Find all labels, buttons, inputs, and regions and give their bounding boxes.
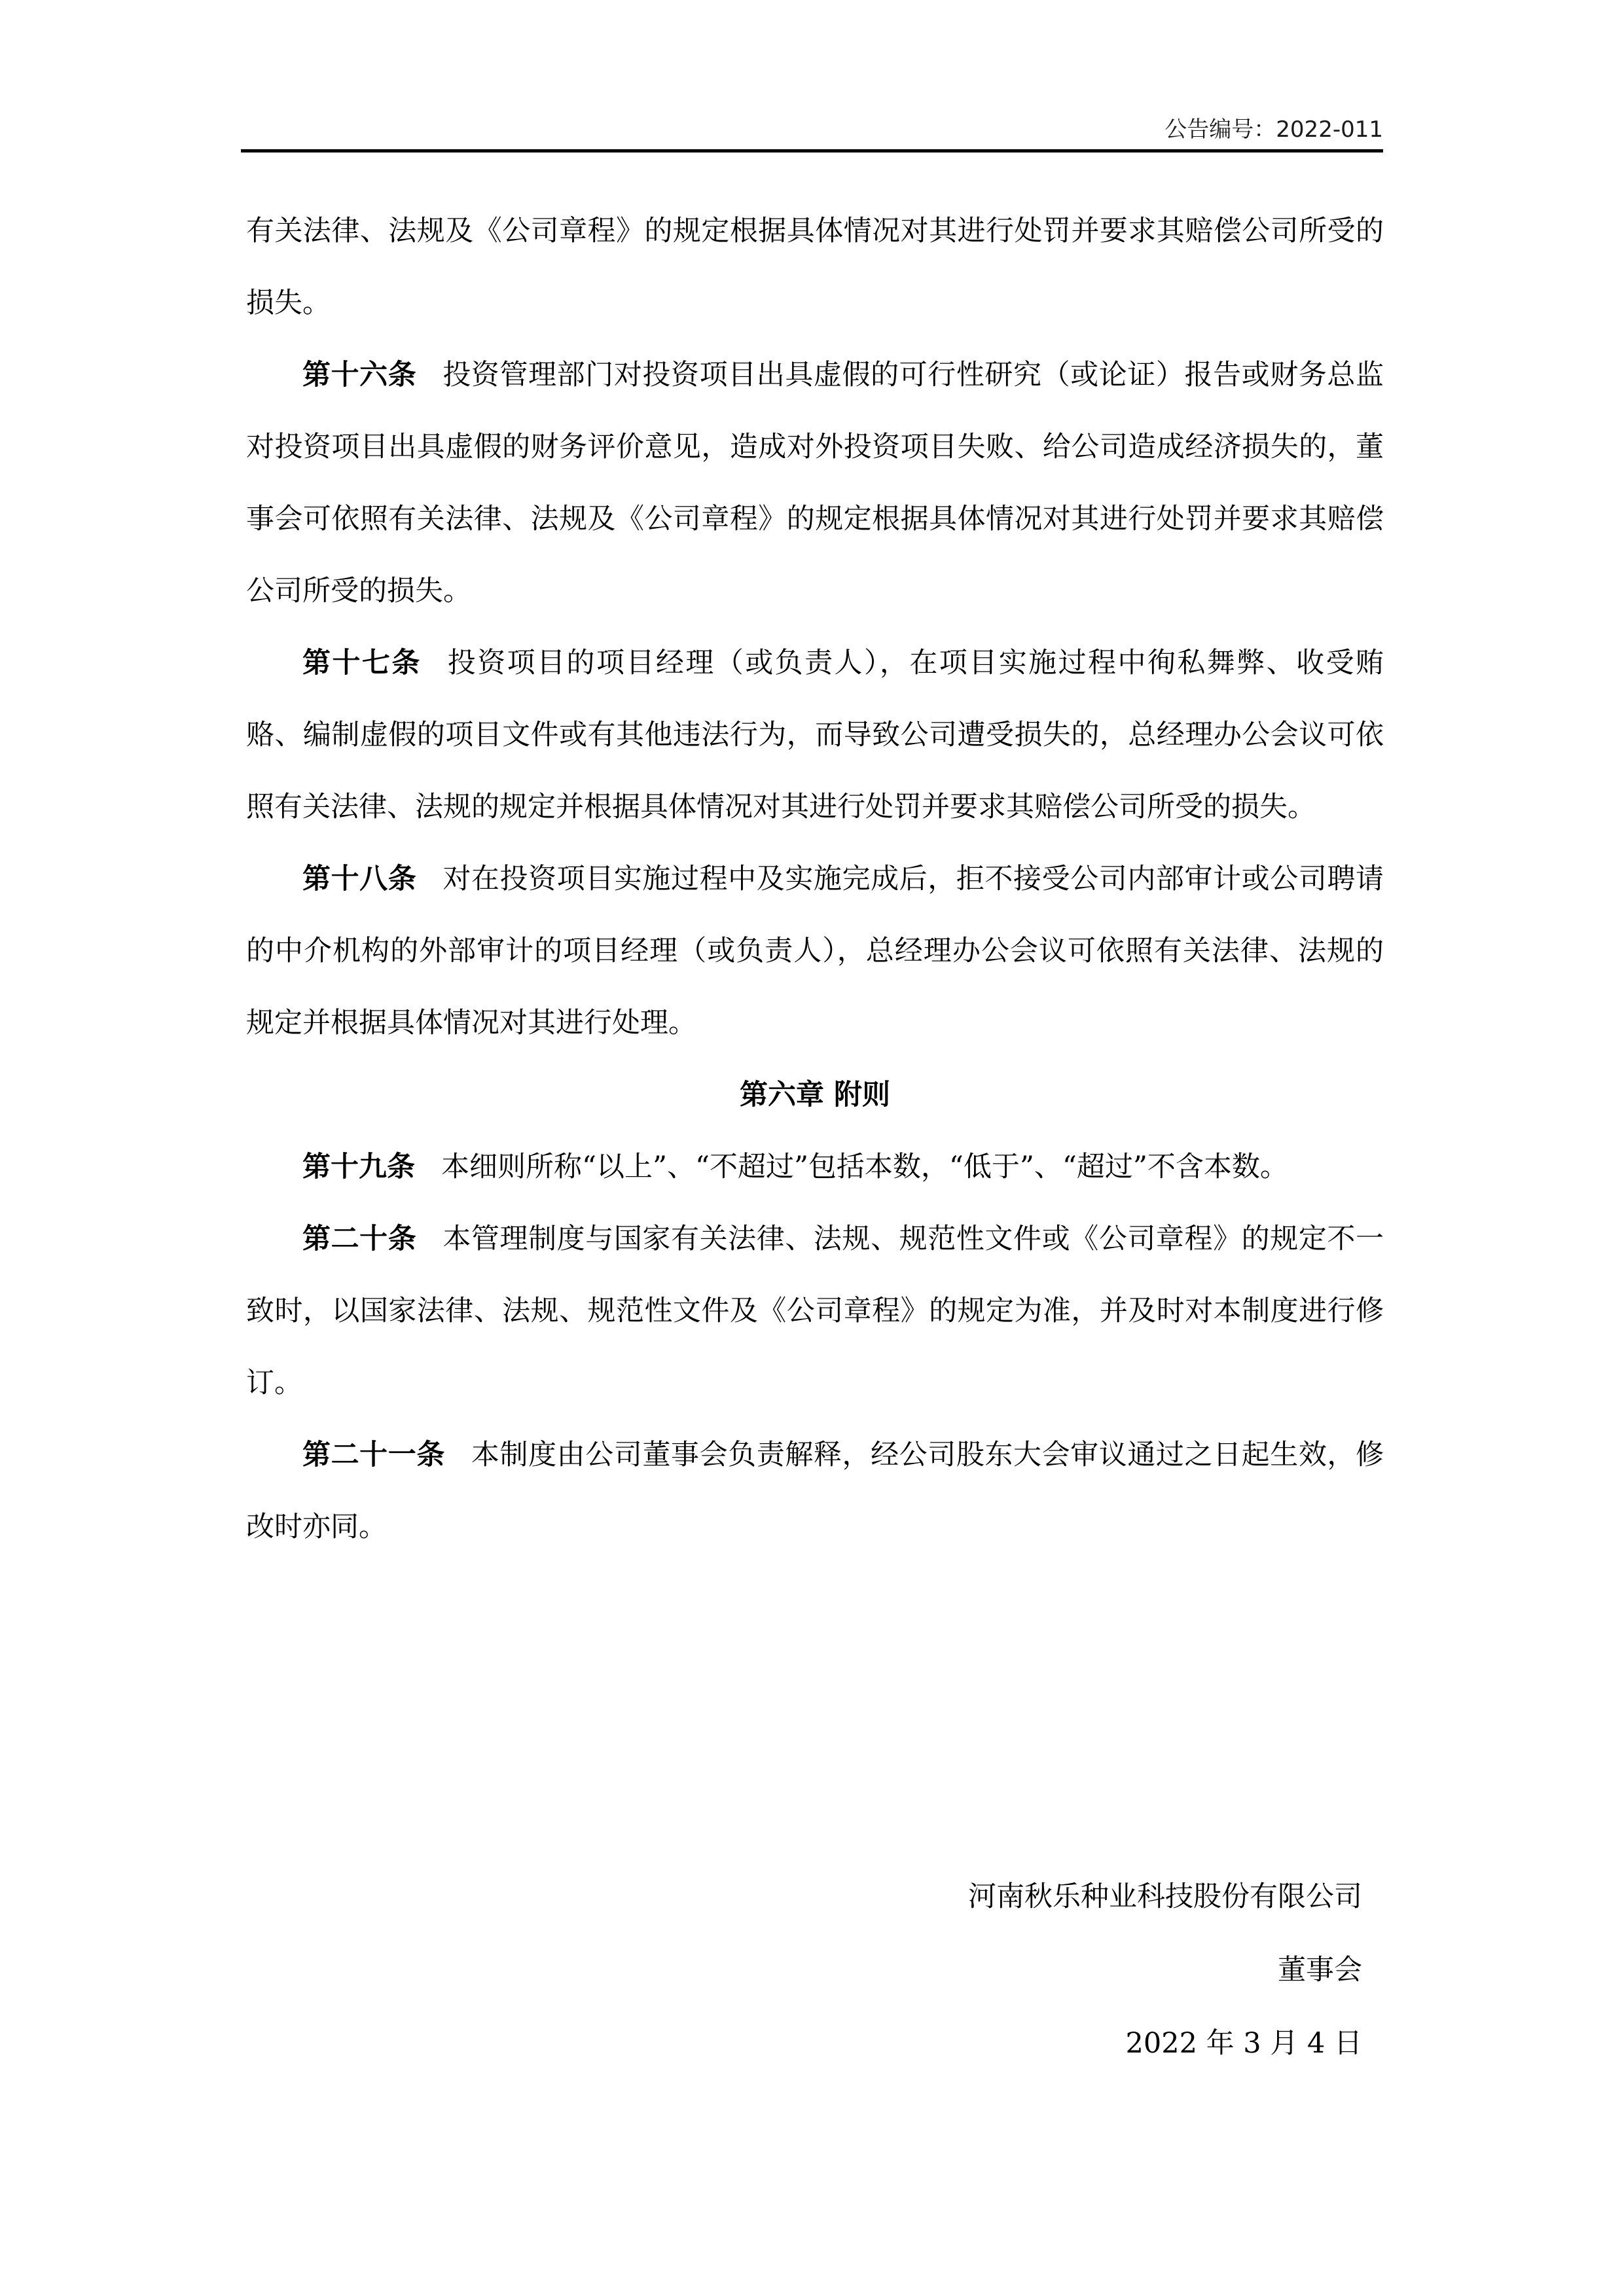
article-text: 本管理制度与国家有关法律、法规、规范性文件或《公司章程》的规定不一致时，以国家法律、法规、规范性文件及《公司章程》的规定为准，并及时对本制度进行修订。	[246, 1223, 1384, 1399]
article-20	[246, 1203, 1384, 1419]
article-19	[246, 1131, 1384, 1203]
article-text: 本细则所称“以上”、“不超过”包括本数，“低于”、“超过”不含本数。	[441, 1151, 1288, 1183]
article-text: 投资项目的项目经理（或负责人），在项目实施过程中徇私舞弊、收受贿赂、编制虚假的项目文件或有其他违法行为，而导致公司遭受损失的，总经理办公会议可依照有关法律、法规的规定并根据具体情况对其进行处罚并要求其赔偿公司所受的损失。	[246, 647, 1384, 823]
board-name: 董事会	[1278, 1954, 1362, 1986]
article-text: 对在投资项目实施过程中及实施完成后，拒不接受公司内部审计或公司聘请的中介机构的外部审计的项目经理（或负责人），总经理办公会议可依照有关法律、法规的规定并根据具体情况对其进行处理。	[246, 863, 1384, 1039]
article-17	[246, 627, 1384, 843]
article-18	[246, 843, 1384, 1059]
announcement-number: 公告编号：2022-011	[1164, 117, 1383, 143]
article-number: 第二十条	[302, 1223, 417, 1255]
article-16	[246, 339, 1384, 627]
header-divider	[241, 149, 1383, 152]
signature-block	[968, 1860, 1362, 2080]
chapter-title: 第六章 附则	[740, 1079, 890, 1111]
article-text: 本制度由公司董事会负责解释，经公司股东大会审议通过之日起生效，修改时亦同。	[246, 1439, 1384, 1543]
article-number: 第十九条	[302, 1151, 415, 1183]
article-number: 第十六条	[302, 359, 417, 391]
paragraph-continuation	[246, 195, 1384, 339]
article-number: 第十八条	[302, 863, 417, 895]
document-body	[246, 195, 1384, 1563]
signature-date: 2022 年 3 月 4 日	[1125, 2027, 1362, 2060]
article-text: 投资管理部门对投资项目出具虚假的可行性研究（或论证）报告或财务总监对投资项目出具虚假的财务评价意见，造成对外投资项目失败、给公司造成经济损失的，董事会可依照有关法律、法规及《公司章程》的规定根据具体情况对其进行处罚并要求其赔偿公司所受的损失。	[246, 359, 1384, 607]
company-name: 河南秋乐种业科技股份有限公司	[968, 1880, 1362, 1913]
article-number: 第十七条	[302, 647, 422, 679]
article-21	[246, 1419, 1384, 1563]
paragraph-text: 有关法律、法规及《公司章程》的规定根据具体情况对其进行处罚并要求其赔偿公司所受的损失。	[246, 215, 1384, 319]
article-number: 第二十一条	[302, 1439, 445, 1471]
